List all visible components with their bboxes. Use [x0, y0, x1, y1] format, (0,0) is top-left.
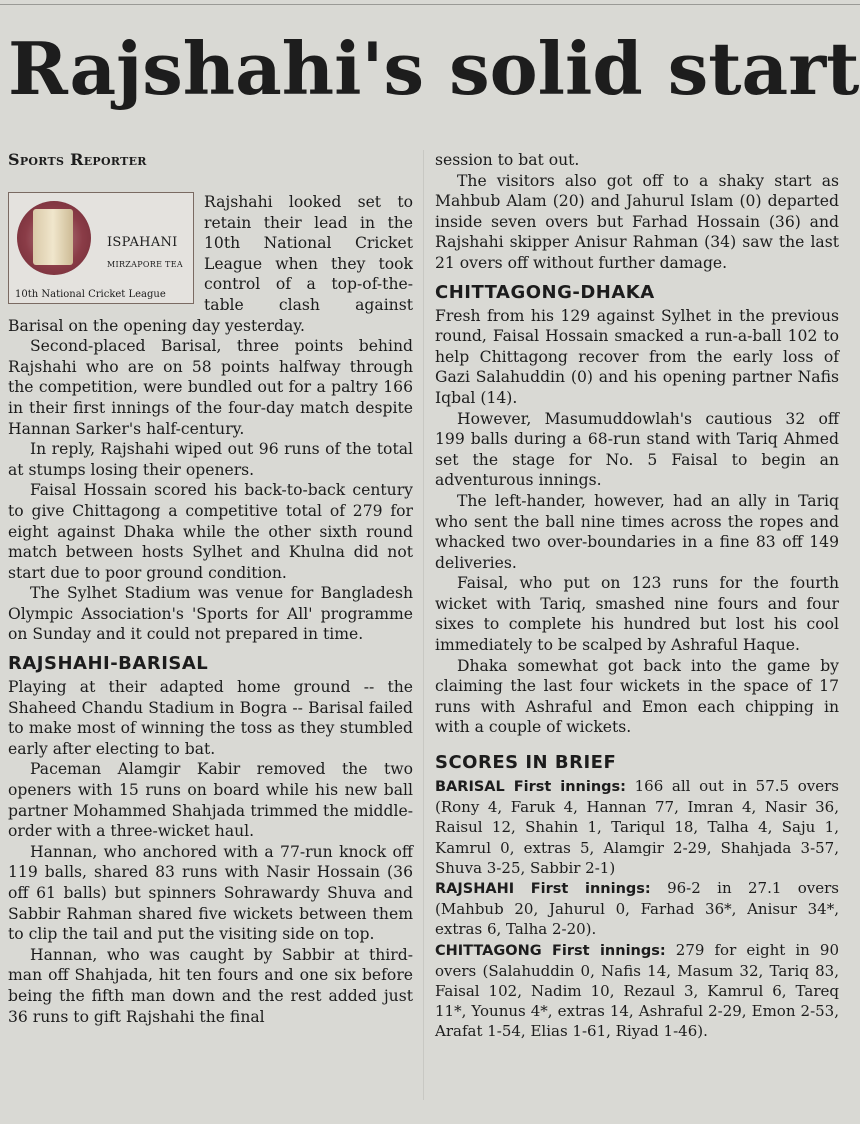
paragraph: Faisal, who put on 123 runs for the fourth wicket with Tariq, smashed nine fours and four sixes to complete his hundred but lost his cool immediately to be scalped by Ashraful Haque.	[435, 574, 839, 655]
paragraph: The visitors also got off to a shaky start as Mahbub Alam (20) and Jahurul Islam (0) departed inside seven overs but Farhad Hossain (36) and Rajshahi skipper Anisur Rahman (34) saw the last 21 overs off without further damage.	[435, 171, 839, 272]
subhead-chittagong-dhaka: CHITTAGONG-DHAKA	[435, 281, 655, 303]
score-entry	[435, 776, 839, 878]
score-label: RAJSHAHI First innings:	[435, 881, 651, 898]
sponsor-logo	[8, 192, 194, 304]
subhead-rajshahi-barisal: RAJSHAHI-BARISAL	[8, 653, 209, 675]
score-label: CHITTAGONG First innings:	[435, 942, 666, 959]
paragraph: Hannan, who anchored with a 77-run knock off 119 balls, shared 83 runs with Nasir Hossain (36 off 61 balls) but spinners Sohrawardy Shuva and Sabbir Rahman shared five wickets between them to clip the tail and put the visiting side on top.	[8, 842, 413, 944]
score-text: 96-2 in 27.1 overs (Mahbub 20, Jahurul 0, Farhad 36*, Anisur 34*, extras 6, Talha 2-20).	[435, 879, 839, 939]
paragraph: Dhaka somewhat got back into the game by claiming the last four wickets in the space of 17 runs with Ashraful and Emon each chipping in with a couple of wickets.	[435, 656, 839, 737]
top-rule	[0, 4, 860, 5]
paragraph: session to bat out.	[435, 151, 580, 169]
paragraph: Faisal Hossain scored his back-to-back century to give Chittagong a competitive total of 279 for eight against Dhaka while the other sixth round match between hosts Sylhet and Khulna did not start due to poor ground condition.	[8, 481, 413, 582]
paragraph: Playing at their adapted home ground -- the Shaheed Chandu Stadium in Bogra -- Barisal failed to make most of winning the toss as they stumbled early after electing to bat.	[8, 678, 413, 758]
column-divider	[423, 150, 424, 1100]
paragraph: Rajshahi looked set to retain their lead in the 10th National Cricket League when they took control of a top-of-the-table clash against Barisal on the opening day yesterday.	[8, 193, 413, 335]
score-text: 279 for eight in 90 overs (Salahuddin 0, Nafis 14, Masum 32, Tariq 83, Faisal 102, Nadim 10, Rezaul 3, Kamrul 6, Tareq 11*, Younus 4*, extras 14, Ashraful 2-29, Emon 2-53, Arafat 1-54, Elias 1-61, Riyad 1-46).	[435, 940, 839, 1041]
logo-subtitle: MIRZAPORE TEA	[107, 260, 183, 269]
paragraph: Second-placed Barisal, three points behind Rajshahi who are on 58 points halfway through the competition, were bundled out for a paltry 166 in their first innings of the four-day match despite Hannan Sarker's half-century.	[8, 337, 413, 438]
tea-tin-icon	[33, 209, 73, 265]
logo-brand: ISPAHANI	[107, 235, 178, 250]
score-text: 166 all out in 57.5 overs (Rony 4, Faruk 4, Hannan 77, Imran 4, Nasir 36, Raisul 12, Shahin 1, Tariqul 18, Talha 4, Saju 1, Kamrul 0, extras 5, Alamgir 2-29, Shahjada 3-57, Shuva 3-25, Sabbir 2-1)	[435, 777, 839, 877]
paragraph: However, Masumuddowlah's cautious 32 off 199 balls during a 68-run stand with Tariq Ahmed set the stage for No. 5 Faisal to begin an adventurous innings.	[435, 409, 839, 490]
paragraph: In reply, Rajshahi wiped out 96 runs of the total at stumps losing their openers.	[8, 440, 413, 479]
headline: Rajshahi's solid start	[8, 26, 860, 111]
byline: Sports Reporter	[8, 150, 147, 169]
scores-block	[435, 776, 839, 1042]
right-column	[435, 150, 839, 1042]
logo-caption: 10th National Cricket League	[15, 289, 166, 300]
score-label: BARISAL First innings:	[435, 779, 626, 796]
paragraph: The left-hander, however, had an ally in Tariq who sent the ball nine times across the ropes and whacked two over-boundaries in a fine 83 off 149 deliveries.	[435, 491, 839, 572]
paragraph: Paceman Alamgir Kabir removed the two openers with 15 runs on board while his new ball partner Mohammed Shahjada trimmed the middle-order with a three-wicket haul.	[8, 760, 413, 841]
subhead-scores-in-brief: SCORES IN BRIEF	[435, 752, 617, 774]
score-entry	[435, 940, 839, 1042]
left-column	[8, 150, 413, 1027]
score-entry	[435, 878, 839, 940]
paragraph: The Sylhet Stadium was venue for Bangladesh Olympic Association's 'Sports for All' programme on Sunday and it could not prepared in time.	[8, 584, 413, 644]
paragraph: Hannan, who was caught by Sabbir at third-man off Shahjada, hit ten fours and one six before being the fifth man down and the rest added just 36 runs to gift Rajshahi the final	[8, 945, 413, 1026]
paragraph: Fresh from his 129 against Sylhet in the previous round, Faisal Hossain smacked a run-a-ball 102 to help Chittagong recover from the early loss of Gazi Salahuddin (0) and his opening partner Nafis Iqbal (14).	[435, 306, 839, 407]
